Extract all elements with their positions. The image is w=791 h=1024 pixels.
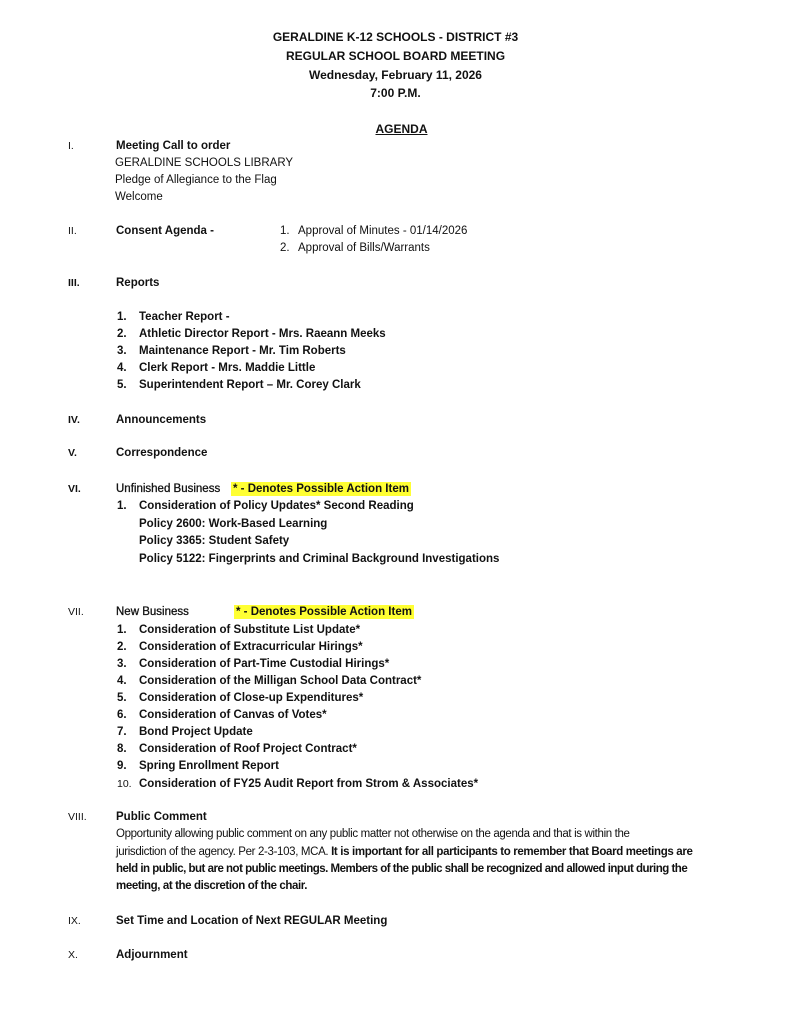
public-comment-text-normal: jurisdiction of the agency. Per 2-3-103, MCA. [116, 846, 332, 858]
section-number: X. [68, 949, 78, 961]
item-text: Consideration of Policy Updates* Second Reading [139, 500, 414, 512]
item-text: Spring Enrollment Report [139, 760, 279, 772]
item-text: Consideration of Roof Project Contract* [139, 743, 357, 755]
item-number: 3. [117, 658, 127, 670]
section-number: IX. [68, 915, 81, 927]
item-text: Approval of Bills/Warrants [298, 242, 430, 254]
section-title: Announcements [116, 414, 207, 426]
item-number: 6. [117, 709, 127, 721]
public-comment-text-bold: held in public, but are not public meetings. Members of the public shall be recognized and allowed input during the [116, 863, 688, 875]
section-line: GERALDINE SCHOOLS LIBRARY [115, 157, 294, 169]
section-number: II. [68, 225, 77, 237]
item-number: 2. [117, 328, 127, 340]
item-text: Teacher Report - [139, 311, 230, 323]
item-text: Consideration of FY25 Audit Report from Strom & Associates* [139, 778, 479, 790]
action-item-note: * - Denotes Possible Action Item [236, 606, 412, 618]
action-item-note: * - Denotes Possible Action Item [233, 483, 409, 495]
item-number: 3. [117, 345, 127, 357]
section-title: Set Time and Location of Next REGULAR Meeting [116, 915, 388, 927]
item-text: Consideration of Close-up Expenditures* [139, 692, 364, 704]
policy-line: Policy 2600: Work-Based Learning [139, 518, 328, 530]
item-number: 10. [117, 778, 132, 790]
public-comment-text-bold: It is important for all participants to remember that Board meetings are [331, 846, 693, 858]
item-number: 1. [117, 624, 127, 636]
item-text: Bond Project Update [139, 726, 253, 738]
section-number: VIII. [68, 811, 87, 823]
policy-line: Policy 3365: Student Safety [139, 535, 290, 547]
item-number: 8. [117, 743, 127, 755]
item-number: 4. [117, 362, 127, 374]
item-number: 1. [280, 225, 290, 237]
item-number: 1. [117, 311, 127, 323]
item-number: 1. [117, 500, 127, 512]
section-title: Reports [116, 277, 160, 289]
item-text: Superintendent Report – Mr. Corey Clark [139, 379, 361, 391]
meeting-date: Wednesday, February 11, 2026 [309, 68, 482, 82]
public-comment-text [116, 845, 693, 859]
section-title: New Business [116, 606, 189, 618]
item-number: 2. [117, 641, 127, 653]
policy-line: Policy 5122: Fingerprints and Criminal Background Investigations [139, 553, 500, 565]
item-number: 5. [117, 692, 127, 704]
item-number: 7. [117, 726, 127, 738]
item-number: 9. [117, 760, 127, 772]
item-number: 5. [117, 379, 127, 391]
item-text: Approval of Minutes - 01/14/2026 [298, 225, 468, 237]
section-number: I. [68, 140, 74, 152]
section-title: Unfinished Business [116, 483, 221, 495]
section-line: Welcome [115, 191, 163, 203]
item-number: 4. [117, 675, 127, 687]
item-text: Consideration of Canvas of Votes* [139, 709, 327, 721]
item-number: 2. [280, 242, 290, 254]
item-text: Maintenance Report - Mr. Tim Roberts [139, 345, 346, 357]
public-comment-text-bold: meeting, at the discretion of the chair. [116, 880, 308, 892]
public-comment-text: Opportunity allowing public comment on any public matter not otherwise on the agenda and that is within the [116, 828, 630, 840]
item-text: Consideration of Part-Time Custodial Hirings* [139, 658, 390, 670]
item-text: Consideration of Extracurricular Hirings* [139, 641, 363, 653]
section-line: Pledge of Allegiance to the Flag [115, 174, 277, 186]
section-number: IV. [68, 414, 80, 426]
section-title: Correspondence [116, 447, 208, 459]
item-text: Consideration of the Milligan School Data Contract* [139, 675, 422, 687]
item-text: Consideration of Substitute List Update* [139, 624, 361, 636]
item-text: Clerk Report - Mrs. Maddie Little [139, 362, 316, 374]
section-title: Public Comment [116, 811, 207, 823]
district-title: GERALDINE K-12 SCHOOLS - DISTRICT #3 [272, 30, 519, 44]
section-number: III. [68, 277, 80, 289]
section-number: VI. [68, 483, 81, 495]
section-title: Adjournment [116, 949, 188, 961]
section-number: V. [68, 447, 77, 459]
section-title: Consent Agenda - [116, 225, 214, 237]
meeting-title: REGULAR SCHOOL BOARD MEETING [285, 49, 506, 63]
section-number: VII. [68, 606, 84, 618]
item-text: Athletic Director Report - Mrs. Raeann Meeks [139, 328, 386, 340]
meeting-time: 7:00 P.M. [370, 86, 421, 100]
agenda-heading: AGENDA [375, 122, 428, 136]
section-title: Meeting Call to order [116, 140, 231, 152]
